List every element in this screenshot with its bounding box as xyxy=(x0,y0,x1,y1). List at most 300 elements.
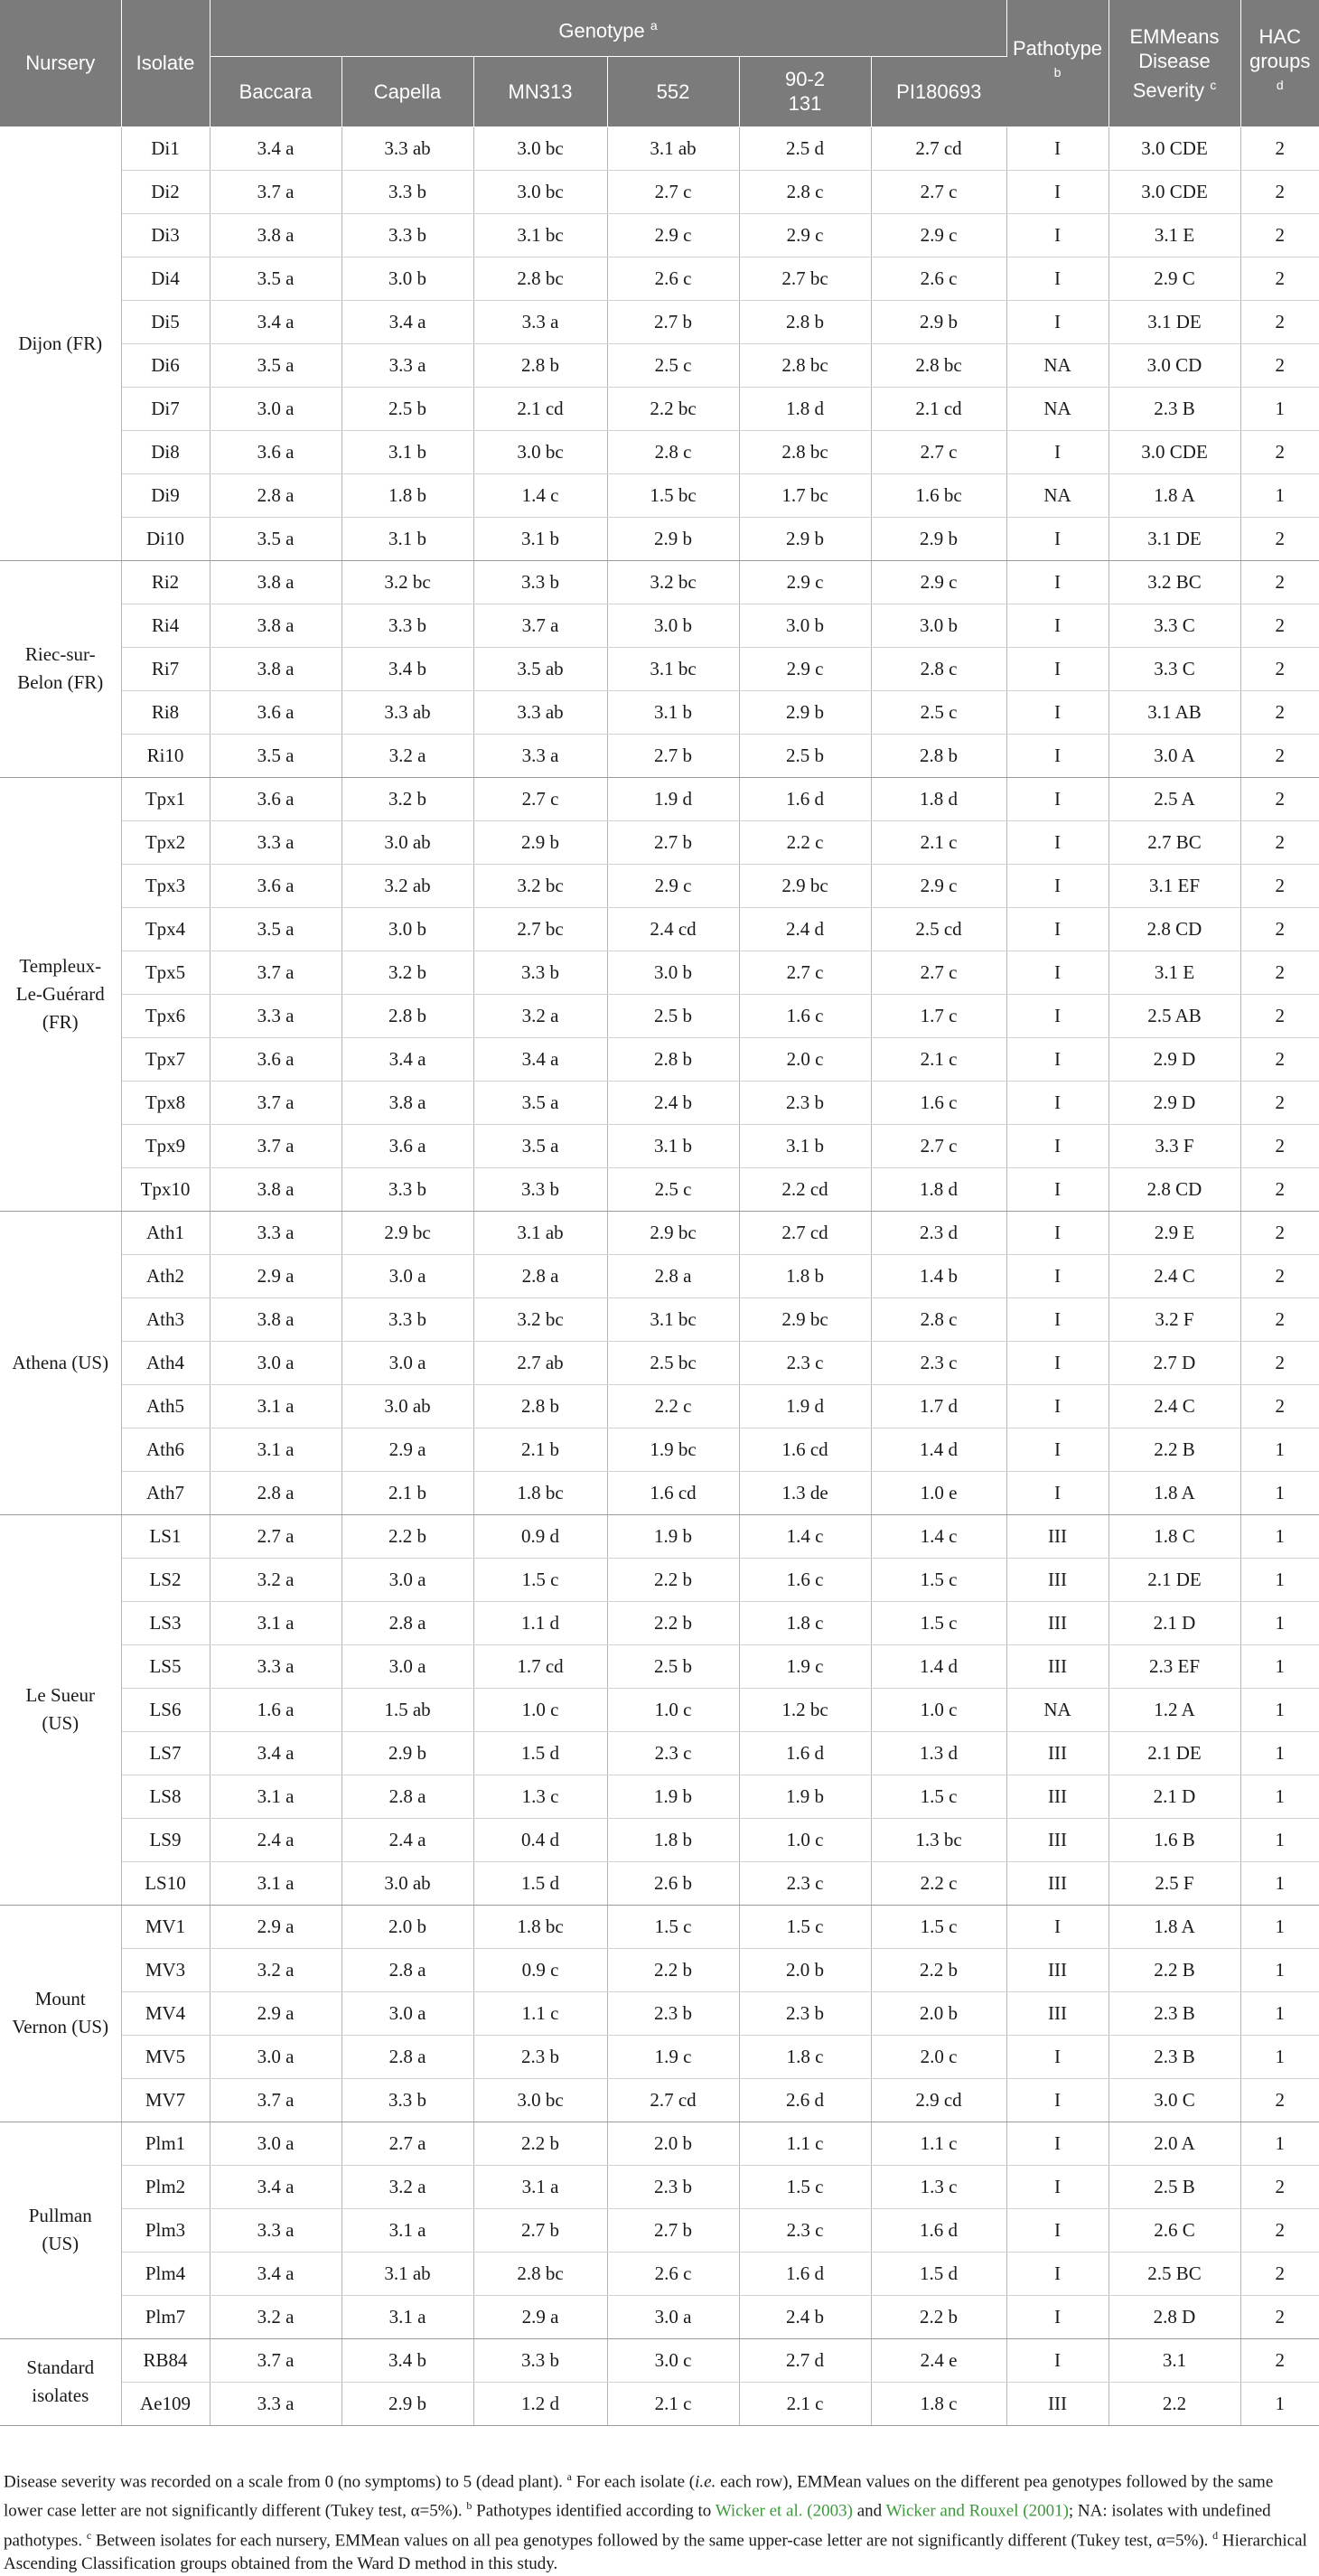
table-cell: 3.0 b xyxy=(607,604,739,647)
isolate-cell: Ri8 xyxy=(121,690,210,734)
isolate-cell: MV3 xyxy=(121,1948,210,1991)
table-cell: 2 xyxy=(1240,300,1319,343)
table-cell: 1 xyxy=(1240,2122,1319,2165)
isolate-cell: Tpx10 xyxy=(121,1167,210,1211)
table-cell: 2 xyxy=(1240,907,1319,951)
table-cell: 1.6 d xyxy=(871,2208,1006,2252)
isolate-cell: Tpx8 xyxy=(121,1081,210,1124)
table-cell: 3.4 a xyxy=(341,1037,473,1081)
table-cell: 3.0 ab xyxy=(341,820,473,864)
emmeans-header: EMMeans Disease Severity $^c$ xyxy=(1109,0,1240,126)
table-cell: NA xyxy=(1006,1688,1109,1731)
isolate-cell: Di9 xyxy=(121,473,210,517)
table-cell: 2 xyxy=(1240,994,1319,1037)
table-cell: 3.3 C xyxy=(1109,604,1240,647)
table-cell: 3.0 C xyxy=(1109,2078,1240,2122)
table-cell: 2.2 c xyxy=(871,1861,1006,1905)
table-cell: 2.7 c xyxy=(739,951,871,994)
isolate-cell: LS2 xyxy=(121,1558,210,1601)
table-cell: I xyxy=(1006,1037,1109,1081)
table-cell: 2.9 b xyxy=(341,2382,473,2425)
table-cell: I xyxy=(1006,907,1109,951)
table-cell: 2.5 c xyxy=(607,1167,739,1211)
table-cell: 2.9 a xyxy=(210,1991,341,2035)
reference-link[interactable]: Wicker et al. (2003) xyxy=(715,2501,853,2521)
table-cell: III xyxy=(1006,2382,1109,2425)
table-cell: 2.1 cd xyxy=(473,387,607,430)
table-cell: 1 xyxy=(1240,1948,1319,1991)
table-cell: 3.3 b xyxy=(341,213,473,257)
table-row xyxy=(0,1384,1319,1428)
table-cell: 3.2 bc xyxy=(473,864,607,907)
table-cell: 2.5 b xyxy=(607,1644,739,1688)
table-cell: I xyxy=(1006,1428,1109,1471)
table-cell: 3.2 BC xyxy=(1109,560,1240,604)
table-cell: 2 xyxy=(1240,1297,1319,1341)
table-cell: 2.9 c xyxy=(871,560,1006,604)
table-cell: 3.1 ab xyxy=(473,1211,607,1254)
table-cell: 2.4 b xyxy=(739,2295,871,2338)
table-cell: 3.4 a xyxy=(210,2252,341,2295)
isolate-cell: Tpx7 xyxy=(121,1037,210,1081)
table-cell: 2.1 c xyxy=(607,2382,739,2425)
table-cell: I xyxy=(1006,1341,1109,1384)
table-cell: 2.9 a xyxy=(473,2295,607,2338)
table-cell: 1 xyxy=(1240,2035,1319,2078)
table-cell: I xyxy=(1006,126,1109,170)
table-cell: 2.3 b xyxy=(739,1991,871,2035)
table-cell: 2.6 c xyxy=(607,257,739,300)
table-cell: 3.0 b xyxy=(739,604,871,647)
table-cell: 2.2 c xyxy=(739,820,871,864)
table-cell: 2.7 a xyxy=(210,1514,341,1558)
table-cell: 1 xyxy=(1240,1991,1319,2035)
table-cell: 3.7 a xyxy=(210,2338,341,2382)
table-cell: 2.3 b xyxy=(739,1081,871,1124)
table-cell: 2 xyxy=(1240,951,1319,994)
isolate-cell: Di4 xyxy=(121,257,210,300)
table-cell: 3.1 a xyxy=(341,2295,473,2338)
table-header xyxy=(0,0,1319,126)
table-cell: 2.7 cd xyxy=(607,2078,739,2122)
table-cell: 2.9 b xyxy=(473,820,607,864)
table-cell: 2.9 c xyxy=(739,647,871,690)
table-cell: 2.3 B xyxy=(1109,1991,1240,2035)
table-cell: 3.3 ab xyxy=(341,690,473,734)
isolate-cell: Ri7 xyxy=(121,647,210,690)
table-row xyxy=(0,734,1319,777)
table-cell: 3.3 a xyxy=(210,1211,341,1254)
table-cell: 3.2 a xyxy=(210,1948,341,1991)
table-cell: I xyxy=(1006,1471,1109,1514)
table-cell: 1.5 d xyxy=(473,1731,607,1775)
table-cell: 2.2 b xyxy=(871,1948,1006,1991)
table-row xyxy=(0,1124,1319,1167)
table-cell: 3.6 a xyxy=(210,777,341,820)
table-cell: 2.7 cd xyxy=(739,1211,871,1254)
table-cell: 1.6 cd xyxy=(607,1471,739,1514)
pathotype-header: Pathotype $^b$ xyxy=(1006,0,1109,126)
table-cell: 3.8 a xyxy=(210,647,341,690)
table-row xyxy=(0,1341,1319,1384)
footnote-mark-b: b xyxy=(1053,65,1062,80)
table-cell: 2.4 C xyxy=(1109,1384,1240,1428)
table-cell: 2.8 c xyxy=(871,1297,1006,1341)
table-cell: I xyxy=(1006,777,1109,820)
table-cell: 3.1 EF xyxy=(1109,864,1240,907)
table-cell: 2.2 B xyxy=(1109,1428,1240,1471)
table-cell: 3.0 a xyxy=(210,1341,341,1384)
table-cell: 2.8 a xyxy=(341,1948,473,1991)
table-cell: 1.8 d xyxy=(871,1167,1006,1211)
table-row xyxy=(0,1731,1319,1775)
table-cell: 2.5 AB xyxy=(1109,994,1240,1037)
table-cell: 3.0 b xyxy=(341,257,473,300)
table-cell: 2.0 b xyxy=(739,1948,871,1991)
table-cell: 2.7 c xyxy=(871,1124,1006,1167)
table-cell: 3.3 a xyxy=(473,300,607,343)
table-cell: 1 xyxy=(1240,1428,1319,1471)
table-cell: 1.6 B xyxy=(1109,1818,1240,1861)
table-cell: 3.3 ab xyxy=(473,690,607,734)
table-cell: 2.6 b xyxy=(607,1861,739,1905)
table-cell: 3.5 a xyxy=(473,1081,607,1124)
table-cell: 2.9 c xyxy=(871,213,1006,257)
isolate-cell: LS1 xyxy=(121,1514,210,1558)
table-row xyxy=(0,473,1319,517)
table-cell: 3.8 a xyxy=(210,1297,341,1341)
table-cell: I xyxy=(1006,2338,1109,2382)
table-cell: 2.9 c xyxy=(871,864,1006,907)
isolate-cell: Ath5 xyxy=(121,1384,210,1428)
table-cell: 2.9 cd xyxy=(871,2078,1006,2122)
table-cell: 2.3 b xyxy=(607,2165,739,2208)
table-cell: 2 xyxy=(1240,560,1319,604)
table-cell: 3.4 b xyxy=(341,2338,473,2382)
table-cell: 2.9 E xyxy=(1109,1211,1240,1254)
table-row xyxy=(0,2078,1319,2122)
table-cell: 2.4 b xyxy=(607,1081,739,1124)
isolate-cell: Ae109 xyxy=(121,2382,210,2425)
table-cell: 3.1 E xyxy=(1109,951,1240,994)
table-cell: 2.3 B xyxy=(1109,2035,1240,2078)
table-row xyxy=(0,300,1319,343)
isolate-cell: MV7 xyxy=(121,2078,210,2122)
table-cell: 3.0 bc xyxy=(473,2078,607,2122)
table-cell: I xyxy=(1006,1081,1109,1124)
table-cell: 2 xyxy=(1240,2078,1319,2122)
table-cell: 2.4 d xyxy=(739,907,871,951)
table-cell: 2.4 C xyxy=(1109,1254,1240,1297)
isolate-cell: LS8 xyxy=(121,1775,210,1818)
table-cell: I xyxy=(1006,647,1109,690)
table-cell: 1.4 c xyxy=(473,473,607,517)
table-cell: 3.1 a xyxy=(210,1601,341,1644)
genotype-col-header: PI180693 xyxy=(871,56,1006,126)
table-cell: 1 xyxy=(1240,1905,1319,1948)
isolate-cell: LS9 xyxy=(121,1818,210,1861)
table-row xyxy=(0,430,1319,473)
table-cell: 1 xyxy=(1240,387,1319,430)
table-cell: 1.4 d xyxy=(871,1428,1006,1471)
table-cell: I xyxy=(1006,690,1109,734)
table-cell: 3.2 F xyxy=(1109,1297,1240,1341)
table-cell: NA xyxy=(1006,343,1109,387)
table-cell: 1.9 b xyxy=(607,1775,739,1818)
genotype-col-header: MN313 xyxy=(473,56,607,126)
table-cell: 2.9 a xyxy=(210,1905,341,1948)
isolate-cell: Ath3 xyxy=(121,1297,210,1341)
table-cell: 1.6 c xyxy=(739,994,871,1037)
table-cell: 3.5 a xyxy=(210,734,341,777)
table-cell: 2.8 c xyxy=(871,647,1006,690)
table-row xyxy=(0,1297,1319,1341)
table-cell: 1.9 c xyxy=(739,1644,871,1688)
table-cell: 3.2 a xyxy=(341,2165,473,2208)
table-cell: 2.5 cd xyxy=(871,907,1006,951)
table-cell: 2 xyxy=(1240,1081,1319,1124)
table-cell: 3.7 a xyxy=(210,1081,341,1124)
isolate-cell: Ath1 xyxy=(121,1211,210,1254)
table-cell: 2.8 a xyxy=(473,1254,607,1297)
table-cell: 3.8 a xyxy=(210,604,341,647)
table-cell: 2.3 EF xyxy=(1109,1644,1240,1688)
table-cell: 3.0 CD xyxy=(1109,343,1240,387)
table-cell: 3.2 a xyxy=(210,1558,341,1601)
table-cell: 3.3 a xyxy=(210,820,341,864)
table-cell: 2.2 B xyxy=(1109,1948,1240,1991)
table-cell: 3.5 a xyxy=(473,1124,607,1167)
reference-link[interactable]: Wicker and Rouxel (2001) xyxy=(885,2501,1069,2521)
table-row xyxy=(0,1905,1319,1948)
isolate-cell: MV4 xyxy=(121,1991,210,2035)
isolate-cell: Di7 xyxy=(121,387,210,430)
table-cell: 3.1 DE xyxy=(1109,517,1240,560)
table-cell: 2.7 bc xyxy=(473,907,607,951)
table-cell: 3.3 b xyxy=(473,1167,607,1211)
table-cell: 2 xyxy=(1240,257,1319,300)
table-cell: 3.1 a xyxy=(341,2208,473,2252)
table-cell: 2.9 C xyxy=(1109,257,1240,300)
table-cell: 3.0 ab xyxy=(341,1384,473,1428)
table-cell: 2.3 B xyxy=(1109,387,1240,430)
table-cell: 3.3 F xyxy=(1109,1124,1240,1167)
table-cell: 2 xyxy=(1240,604,1319,647)
table-cell: 1.9 c xyxy=(607,2035,739,2078)
table-cell: 1.5 ab xyxy=(341,1688,473,1731)
table-cell: 2.7 bc xyxy=(739,257,871,300)
table-cell: 2.9 c xyxy=(607,213,739,257)
table-cell: 2.5 b xyxy=(607,994,739,1037)
nursery-cell: Dijon (FR) xyxy=(0,126,121,560)
table-cell: 2.8 c xyxy=(739,170,871,213)
table-cell: 2 xyxy=(1240,777,1319,820)
table-cell: 3.1 b xyxy=(607,690,739,734)
table-cell: 1.5 c xyxy=(739,1905,871,1948)
table-cell: 1 xyxy=(1240,1644,1319,1688)
table-cell: 2.3 c xyxy=(607,1731,739,1775)
table-cell: 3.3 b xyxy=(473,2338,607,2382)
table-cell: 3.1 bc xyxy=(473,213,607,257)
table-cell: III xyxy=(1006,1948,1109,1991)
table-cell: 3.3 b xyxy=(341,2078,473,2122)
table-cell: 1 xyxy=(1240,2382,1319,2425)
table-cell: 3.7 a xyxy=(210,1124,341,1167)
table-cell: 2.7 BC xyxy=(1109,820,1240,864)
table-cell: 1.6 cd xyxy=(739,1428,871,1471)
table-cell: 1.2 bc xyxy=(739,1688,871,1731)
isolate-cell: MV5 xyxy=(121,2035,210,2078)
table-cell: 1.5 c xyxy=(739,2165,871,2208)
table-cell: 1 xyxy=(1240,1861,1319,1905)
table-cell: 2.8 a xyxy=(210,473,341,517)
table-cell: 3.5 a xyxy=(210,257,341,300)
table-cell: 3.4 a xyxy=(210,1731,341,1775)
table-cell: 2.9 a xyxy=(210,1254,341,1297)
table-cell: III xyxy=(1006,1514,1109,1558)
table-cell: 1 xyxy=(1240,1818,1319,1861)
table-cell: I xyxy=(1006,604,1109,647)
table-cell: 2.9 bc xyxy=(607,1211,739,1254)
table-cell: NA xyxy=(1006,387,1109,430)
table-cell: 3.3 ab xyxy=(341,126,473,170)
table-cell: 2.2 b xyxy=(341,1514,473,1558)
table-cell: 3.5 ab xyxy=(473,647,607,690)
table-cell: 1.6 d xyxy=(739,1731,871,1775)
table-cell: 2.2 xyxy=(1109,2382,1240,2425)
table-cell: 1.9 b xyxy=(739,1775,871,1818)
table-cell: 1.1 d xyxy=(473,1601,607,1644)
table-cell: 3.3 b xyxy=(473,560,607,604)
isolate-cell: Plm7 xyxy=(121,2295,210,2338)
table-cell: 3.2 ab xyxy=(341,864,473,907)
table-cell: 2.9 b xyxy=(739,517,871,560)
isolate-cell: Di5 xyxy=(121,300,210,343)
table-row xyxy=(0,2338,1319,2382)
table-cell: 3.3 C xyxy=(1109,647,1240,690)
table-cell: 1.6 d xyxy=(739,777,871,820)
table-cell: 1 xyxy=(1240,1471,1319,1514)
table-cell: 3.1 ab xyxy=(607,126,739,170)
table-cell: 2.8 D xyxy=(1109,2295,1240,2338)
table-cell: 1.6 d xyxy=(739,2252,871,2295)
table-cell: I xyxy=(1006,2035,1109,2078)
table-cell: 3.1 a xyxy=(210,1428,341,1471)
table-cell: 3.6 a xyxy=(210,690,341,734)
table-cell: 1.7 bc xyxy=(739,473,871,517)
isolate-cell: Ri10 xyxy=(121,734,210,777)
table-cell: 1.8 c xyxy=(739,1601,871,1644)
table-cell: 2 xyxy=(1240,343,1319,387)
table-cell: I xyxy=(1006,951,1109,994)
table-cell: I xyxy=(1006,2165,1109,2208)
table-cell: 2.2 b xyxy=(607,1948,739,1991)
table-cell: 1.4 d xyxy=(871,1644,1006,1688)
table-cell: 1.0 c xyxy=(607,1688,739,1731)
isolate-cell: Di2 xyxy=(121,170,210,213)
table-cell: 2.3 b xyxy=(607,1991,739,2035)
table-cell: 2.9 b xyxy=(607,517,739,560)
table-cell: 1.8 A xyxy=(1109,1471,1240,1514)
table-cell: I xyxy=(1006,734,1109,777)
table-cell: 3.4 b xyxy=(341,647,473,690)
table-cell: I xyxy=(1006,1167,1109,1211)
table-row xyxy=(0,994,1319,1037)
table-cell: I xyxy=(1006,994,1109,1037)
table-cell: 2.9 b xyxy=(739,690,871,734)
table-cell: 3.1 a xyxy=(210,1775,341,1818)
table-cell: 2.8 CD xyxy=(1109,1167,1240,1211)
table-cell: 2.8 a xyxy=(341,1601,473,1644)
table-cell: 3.0 a xyxy=(341,1254,473,1297)
table-cell: 3.0 CDE xyxy=(1109,170,1240,213)
table-cell: 1.5 c xyxy=(871,1558,1006,1601)
table-cell: 3.7 a xyxy=(210,170,341,213)
table-cell: 3.5 a xyxy=(210,907,341,951)
footnote-mark-d: d xyxy=(1276,77,1284,92)
table-cell: 2.8 b xyxy=(473,343,607,387)
table-row xyxy=(0,1167,1319,1211)
table-cell: 1.3 c xyxy=(473,1775,607,1818)
table-cell: I xyxy=(1006,1254,1109,1297)
table-cell: 3.0 b xyxy=(607,951,739,994)
table-cell: 2.9 b xyxy=(341,1731,473,1775)
table-cell: 2.4 e xyxy=(871,2338,1006,2382)
table-cell: 1.3 d xyxy=(871,1731,1006,1775)
table-cell: 1.6 bc xyxy=(871,473,1006,517)
table-cell: 2.7 a xyxy=(341,2122,473,2165)
table-cell: 2.9 bc xyxy=(739,864,871,907)
table-cell: 2.9 D xyxy=(1109,1037,1240,1081)
table-cell: 1.3 bc xyxy=(871,1818,1006,1861)
table-cell: 3.3 b xyxy=(341,170,473,213)
table-cell: 2.1 c xyxy=(871,820,1006,864)
table-row xyxy=(0,864,1319,907)
nursery-cell: Mount Vernon (US) xyxy=(0,1905,121,2122)
table-cell: 1 xyxy=(1240,1514,1319,1558)
table-cell: 3.0 a xyxy=(341,1558,473,1601)
isolate-cell: Tpx3 xyxy=(121,864,210,907)
table-cell: 2 xyxy=(1240,2208,1319,2252)
table-cell: I xyxy=(1006,1297,1109,1341)
table-cell: 2.8 bc xyxy=(739,343,871,387)
footnote-mark-c: c xyxy=(1210,77,1217,92)
table-cell: 3.1 a xyxy=(210,1861,341,1905)
table-cell: 1.8 c xyxy=(739,2035,871,2078)
table-cell: 3.0 a xyxy=(341,1341,473,1384)
table-cell: I xyxy=(1006,170,1109,213)
table-cell: I xyxy=(1006,2078,1109,2122)
isolate-cell: Ri4 xyxy=(121,604,210,647)
table-cell: 3.3 a xyxy=(210,994,341,1037)
table-row xyxy=(0,907,1319,951)
table-cell: 2.3 b xyxy=(473,2035,607,2078)
table-row xyxy=(0,1861,1319,1905)
genotype-col-header: 552 xyxy=(607,56,739,126)
table-cell: 1.8 A xyxy=(1109,473,1240,517)
isolate-cell: Di10 xyxy=(121,517,210,560)
table-cell: 1.5 c xyxy=(473,1558,607,1601)
isolate-cell: MV1 xyxy=(121,1905,210,1948)
table-cell: 1.4 b xyxy=(871,1254,1006,1297)
table-cell: 3.0 bc xyxy=(473,170,607,213)
table-cell: I xyxy=(1006,1211,1109,1254)
table-row xyxy=(0,2122,1319,2165)
table-row xyxy=(0,1558,1319,1601)
table-cell: 1.3 c xyxy=(871,2165,1006,2208)
table-cell: 2.7 b xyxy=(607,300,739,343)
table-cell: 2.0 A xyxy=(1109,2122,1240,2165)
